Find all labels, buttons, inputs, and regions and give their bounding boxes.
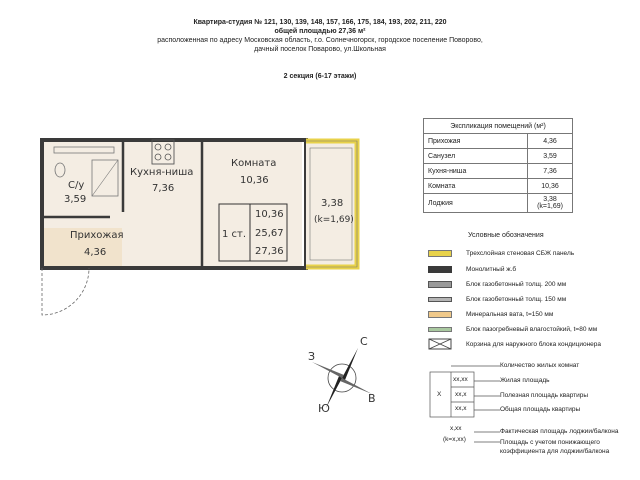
room-area-living: 10,36 (240, 175, 269, 186)
swatch-tongue-groove (428, 327, 452, 332)
key-b2: (k=x,xx) (443, 436, 466, 443)
room-name-living: Комната (231, 158, 277, 169)
legend-item: Блок пазогребневый влагостойкий, t=80 мм (428, 326, 597, 333)
summary-rooms: 1 ст. (222, 229, 247, 240)
plan-area: общей площадью 27,36 м² (274, 28, 366, 35)
table-row: Прихожая 4,36 (424, 134, 573, 149)
explication-title: Экспликация помещений (м²) (424, 119, 573, 134)
key-label-total: Общая площадь квартиры (500, 406, 581, 413)
key-v2: xx,x (455, 391, 467, 398)
key-label-reduced-2: коэффициента для лоджии/балкона (500, 448, 610, 455)
key-b1: x,xx (450, 425, 462, 432)
room-name-kitchen: Кухня-ниша (130, 167, 194, 178)
room-name-hall: Прихожая (70, 230, 124, 241)
room-area-hall: 4,36 (84, 247, 107, 258)
legend-item: Корзина для наружного блока кондиционера (428, 338, 601, 350)
ac-basket-icon (428, 338, 452, 350)
summary-living: 10,36 (255, 209, 284, 220)
compass-w: З (308, 350, 316, 363)
summary-total: 27,36 (255, 246, 284, 257)
legend-item: Минеральная вата, t=150 мм (428, 311, 553, 318)
key-label-useful: Полезная площадь квартиры (500, 392, 589, 399)
key-label-actual: Фактическая площадь лоджии/балкона (500, 428, 619, 435)
legend-item: Блок газобетонный толщ. 200 мм (428, 281, 566, 288)
summary-useful: 25,67 (255, 228, 284, 239)
legend-item: Блок газобетонный толщ. 150 мм (428, 296, 566, 303)
table-row: Кухня-ниша 7,36 (424, 164, 573, 179)
swatch-sbzh (428, 250, 452, 257)
table-row: Комната 10,36 (424, 179, 573, 194)
compass (308, 335, 376, 415)
plan-title: Квартира-студия № 121, 130, 139, 148, 157, 166, 175, 184, 193, 202, 211, 220 (193, 19, 447, 26)
legend-item: Монолитный ж.б (428, 266, 516, 273)
swatch-mineral-wool (428, 311, 452, 318)
table-row: Лоджия 3,38 (k=1,69) (424, 194, 573, 213)
key-v3: xx,x (455, 405, 467, 412)
key-label-reduced: Площадь с учетом понижающего (500, 439, 600, 446)
compass-s: Ю (318, 402, 330, 415)
explication-table (423, 118, 573, 213)
room-name-bathroom: С/у (68, 180, 85, 191)
balcony-coef: (k=1,69) (314, 215, 354, 225)
key-label-living: Жилая площадь (500, 377, 550, 384)
section-label: 2 секция (6-17 этажи) (283, 73, 357, 80)
key-label-rooms: Количество жилых комнат (500, 362, 580, 369)
legend-title: Условные обозначения (468, 232, 544, 239)
swatch-monolith (428, 266, 452, 273)
key-v1: xx,xx (453, 376, 468, 383)
legend-item: Трехслойная стеновая СБЖ панель (428, 250, 574, 257)
room-area-kitchen: 7,36 (152, 183, 175, 194)
compass-e: В (368, 392, 376, 405)
swatch-block150 (428, 297, 452, 302)
address-line-1: расположенная по адресу Московская область, г.о. Солнечногорск, городское поселение Поворово, (157, 37, 483, 44)
table-row: Санузел 3,59 (424, 149, 573, 164)
balcony-area: 3,38 (321, 198, 344, 209)
address-line-2: дачный поселок Поварово, ул.Школьная (254, 46, 386, 53)
key-x: X (437, 391, 442, 398)
swatch-block200 (428, 281, 452, 288)
room-area-bathroom: 3,59 (64, 194, 87, 205)
compass-n: С (360, 335, 368, 348)
